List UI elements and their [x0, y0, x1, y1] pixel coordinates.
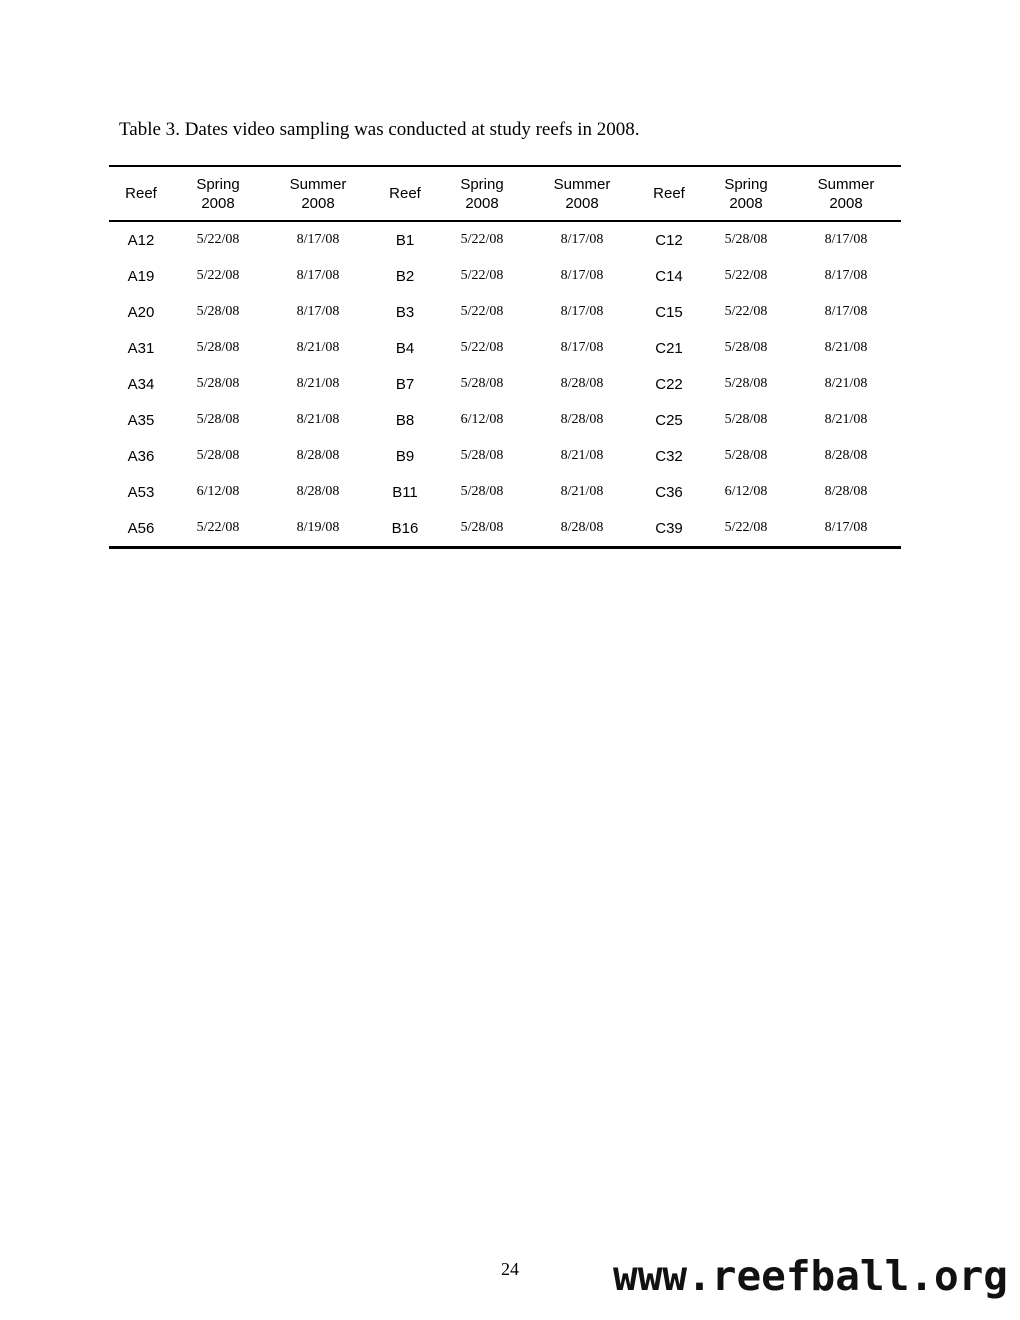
spring-date-cell: 5/28/08 — [724, 340, 768, 355]
table-bottom-rule — [109, 546, 901, 549]
summer-date-cell: 8/17/08 — [560, 340, 604, 355]
reef-id-cell: B16 — [391, 519, 419, 537]
reef-id-cell: C32 — [655, 447, 683, 465]
spring-date-cell: 6/12/08 — [724, 484, 768, 499]
page-number: 24 — [501, 1259, 519, 1279]
spring-date-cell: 5/28/08 — [724, 376, 768, 391]
reef-id-cell: C12 — [655, 231, 683, 249]
table-label: Table 3 — [119, 119, 176, 140]
summer-date-cell: 8/28/08 — [560, 412, 604, 427]
column-header-line: 2008 — [201, 194, 235, 212]
column-header — [109, 167, 173, 220]
spring-date-cell: 5/22/08 — [724, 268, 768, 283]
summer-date-cell: 8/28/08 — [560, 376, 604, 391]
column-header-line: 2008 — [729, 194, 763, 212]
reef-id-cell: C22 — [655, 375, 683, 393]
table-row — [109, 438, 901, 474]
column-header-line: 2008 — [301, 194, 335, 212]
summer-date-cell: 8/17/08 — [824, 520, 868, 535]
summer-date-cell: 8/28/08 — [824, 448, 868, 463]
column-header-line: 2008 — [829, 194, 863, 212]
spring-date-cell: 5/28/08 — [724, 232, 768, 247]
table-header-row — [109, 167, 901, 220]
spring-date-cell: 5/28/08 — [196, 448, 240, 463]
summer-date-cell: 8/17/08 — [824, 304, 868, 319]
spring-date-cell: 6/12/08 — [196, 484, 240, 499]
column-header-line: Reef — [125, 185, 157, 202]
reef-id-cell: A31 — [127, 339, 155, 357]
summer-date-cell: 8/17/08 — [296, 268, 340, 283]
reef-id-cell: B8 — [395, 411, 415, 429]
reef-id-cell: A56 — [127, 519, 155, 537]
table-row — [109, 258, 901, 294]
spring-date-cell: 5/22/08 — [724, 304, 768, 319]
table-caption-text: . Dates video sampling was conducted at study reefs in 2008. — [175, 119, 640, 140]
column-header-line: Spring — [196, 175, 240, 193]
summer-date-cell: 8/17/08 — [560, 304, 604, 319]
spring-date-cell: 5/28/08 — [196, 340, 240, 355]
reef-id-cell: A34 — [127, 375, 155, 393]
column-header — [701, 167, 791, 220]
reef-id-cell: A36 — [127, 447, 155, 465]
reef-id-cell: C25 — [655, 411, 683, 429]
spring-date-cell: 5/28/08 — [196, 412, 240, 427]
summer-date-cell: 8/17/08 — [296, 232, 340, 247]
column-header — [527, 167, 637, 220]
spring-date-cell: 5/22/08 — [724, 520, 768, 535]
spring-date-cell: 5/28/08 — [460, 520, 504, 535]
spring-date-cell: 5/22/08 — [460, 340, 504, 355]
column-header-line: Summer — [289, 175, 347, 193]
table-row — [109, 294, 901, 330]
spring-date-cell: 5/22/08 — [460, 268, 504, 283]
spring-date-cell: 5/28/08 — [460, 484, 504, 499]
reef-id-cell: A20 — [127, 303, 155, 321]
column-header — [173, 167, 263, 220]
table-row — [109, 474, 901, 510]
summer-date-cell: 8/17/08 — [824, 268, 868, 283]
spring-date-cell: 6/12/08 — [460, 412, 504, 427]
spring-date-cell: 5/28/08 — [196, 304, 240, 319]
table-row — [109, 330, 901, 366]
spring-date-cell: 5/28/08 — [460, 448, 504, 463]
column-header — [263, 167, 373, 220]
spring-date-cell: 5/28/08 — [724, 448, 768, 463]
summer-date-cell: 8/17/08 — [560, 268, 604, 283]
summer-date-cell: 8/21/08 — [296, 340, 340, 355]
summer-date-cell: 8/21/08 — [560, 484, 604, 499]
summer-date-cell: 8/17/08 — [296, 304, 340, 319]
column-header-line: 2008 — [465, 194, 499, 212]
reef-id-cell: A35 — [127, 411, 155, 429]
table-body — [109, 220, 901, 546]
reef-id-cell: A12 — [127, 231, 155, 249]
summer-date-cell: 8/17/08 — [824, 232, 868, 247]
summer-date-cell: 8/28/08 — [560, 520, 604, 535]
reef-id-cell: C21 — [655, 339, 683, 357]
table-row — [109, 402, 901, 438]
reef-id-cell: A19 — [127, 267, 155, 285]
summer-date-cell: 8/28/08 — [824, 484, 868, 499]
spring-date-cell: 5/22/08 — [460, 304, 504, 319]
reef-id-cell: C15 — [655, 303, 683, 321]
column-header-line: 2008 — [565, 194, 599, 212]
spring-date-cell: 5/22/08 — [196, 232, 240, 247]
reef-id-cell: B1 — [395, 231, 415, 249]
reef-id-cell: B7 — [395, 375, 415, 393]
spring-date-cell: 5/28/08 — [460, 376, 504, 391]
reef-id-cell: B9 — [395, 447, 415, 465]
reef-id-cell: A53 — [127, 483, 155, 501]
column-header — [437, 167, 527, 220]
sampling-dates-table — [109, 167, 901, 546]
column-header — [791, 167, 901, 220]
spring-date-cell: 5/22/08 — [196, 520, 240, 535]
reef-id-cell: C36 — [655, 483, 683, 501]
summer-date-cell: 8/21/08 — [824, 412, 868, 427]
summer-date-cell: 8/28/08 — [296, 448, 340, 463]
summer-date-cell: 8/21/08 — [296, 376, 340, 391]
reef-id-cell: B4 — [395, 339, 415, 357]
column-header-line: Reef — [389, 185, 421, 202]
summer-date-cell: 8/19/08 — [296, 520, 340, 535]
table-row — [109, 366, 901, 402]
spring-date-cell: 5/28/08 — [196, 376, 240, 391]
reef-id-cell: B3 — [395, 303, 415, 321]
column-header-line: Reef — [653, 185, 685, 202]
summer-date-cell: 8/21/08 — [824, 376, 868, 391]
summer-date-cell: 8/21/08 — [824, 340, 868, 355]
spring-date-cell: 5/22/08 — [196, 268, 240, 283]
column-header-line: Spring — [460, 175, 504, 193]
column-header-line: Summer — [817, 175, 875, 193]
column-header — [637, 167, 701, 220]
reef-id-cell: C14 — [655, 267, 683, 285]
spring-date-cell: 5/28/08 — [724, 412, 768, 427]
website-watermark: www.reefball.org — [613, 1252, 1008, 1300]
column-header-line: Spring — [724, 175, 768, 193]
column-header — [373, 167, 437, 220]
reef-id-cell: B11 — [392, 483, 418, 501]
reef-id-cell: C39 — [655, 519, 683, 537]
summer-date-cell: 8/21/08 — [560, 448, 604, 463]
table-row — [109, 510, 901, 546]
column-header-line: Summer — [553, 175, 611, 193]
spring-date-cell: 5/22/08 — [460, 232, 504, 247]
table-caption — [119, 119, 640, 141]
reef-id-cell: B2 — [395, 267, 415, 285]
table-row — [109, 220, 901, 258]
summer-date-cell: 8/17/08 — [560, 232, 604, 247]
summer-date-cell: 8/21/08 — [296, 412, 340, 427]
summer-date-cell: 8/28/08 — [296, 484, 340, 499]
